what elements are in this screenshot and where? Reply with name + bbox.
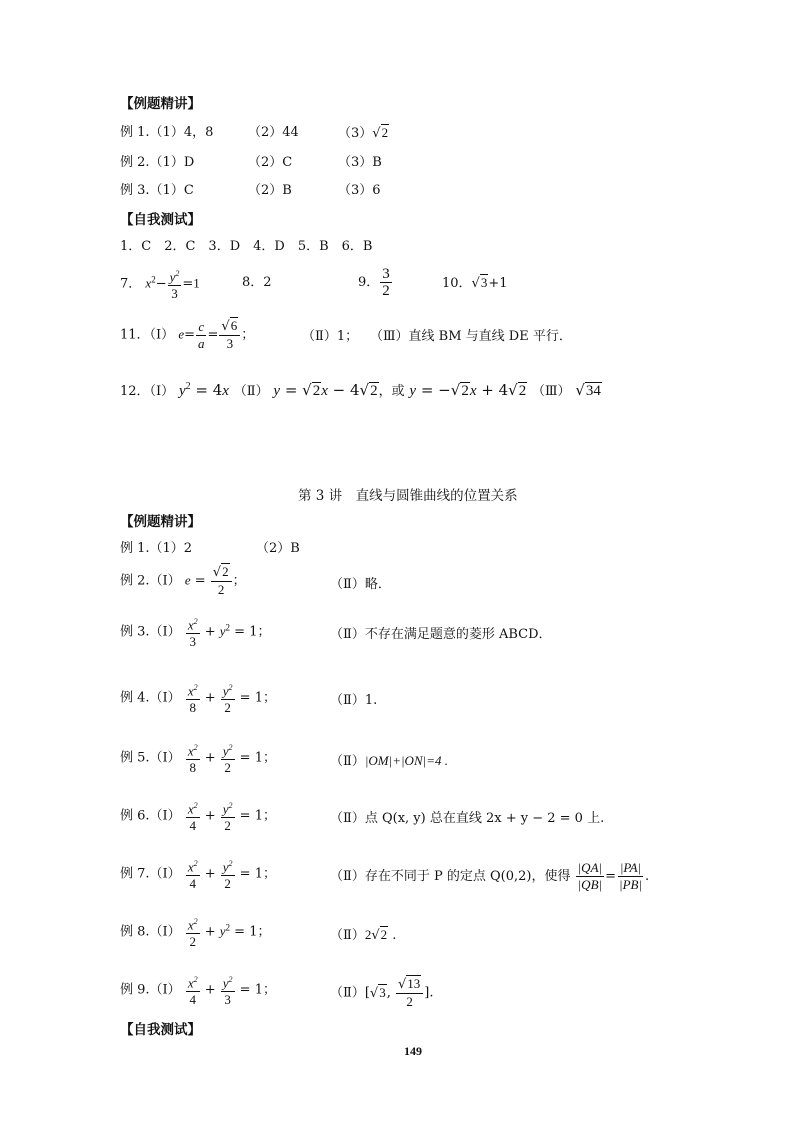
page-number: 149 (404, 1044, 422, 1058)
self-test-line-1: 1．C 2．C 3．D 4．D 5．B 6．B (120, 239, 373, 254)
self-test-line-4: 12．（Ⅰ） $y^2 = 4x$ （Ⅱ） y = √2x − 4√2，或 y = −√2x + 4√2 （Ⅲ） √34 (120, 381, 601, 399)
example-1-answers (120, 124, 389, 142)
answer-1: （1）C (149, 183, 194, 198)
section-header-examples-2: 【例题精讲】 (120, 514, 201, 530)
answer-2: （2）C (248, 155, 293, 170)
answer-3: （3）√2 (338, 125, 389, 141)
answer-3: （3）B (338, 155, 382, 170)
example-label: 例 2. (120, 155, 150, 170)
example-8-l3: 例 8.（Ⅰ） $\frac{x^2}{2}$ + $y^2 = 1$； （Ⅱ）2√2 . (120, 914, 271, 958)
section-header-self-test: 【自我测试】 (120, 212, 201, 228)
example-3-l3: 例 3.（Ⅰ） $\frac{x^2}{3}$ + $y^2 = 1$； （Ⅱ）不存在满足题意的菱形 ABCD． (120, 614, 271, 658)
example-1-l3: 例 1.（1）2 （2）B (120, 541, 300, 556)
section-header-self-test-2: 【自我测试】 (120, 1022, 201, 1038)
answer-2: （2）44 (248, 125, 299, 140)
section-header-examples: 【例题精讲】 (120, 96, 201, 112)
example-2-answers (120, 154, 382, 172)
example-7-l3: 例 7.（Ⅰ） $\frac{x^2}{4}$ + $\frac{y^2}{2}$ = 1； （Ⅱ）存在不同于 P 的定点 Q(0,2)，使得 $\frac{|QA|}{|QB|}$ = $\frac{|PA|}{|PB|}$ . (120, 856, 276, 900)
answer-3: （3）6 (338, 183, 381, 198)
example-3-answers (120, 182, 381, 200)
self-test-line-3: 11．（Ⅰ） e= $\frac{c}{a}$ = $\frac{√6}{3}$ ； （Ⅱ）1； （Ⅲ）直线 BM 与直线 DE 平行． (120, 318, 572, 351)
example-label: 例 3. (120, 183, 150, 198)
example-6-l3: 例 6.（Ⅰ） $\frac{x^2}{4}$ + $\frac{y^2}{2}$ = 1； （Ⅱ）点 Q(x, y) 总在直线 2x + y − 2 = 0 上. (120, 798, 276, 842)
example-5-l3: 例 5.（Ⅰ） $\frac{x^2}{8}$ + $\frac{y^2}{2}$ = 1； （Ⅱ）|OM|+|ON|=4 . (120, 740, 276, 784)
answer-1: （1）D (149, 155, 195, 170)
example-4-l3: 例 4.（Ⅰ） $\frac{x^2}{8}$ + $\frac{y^2}{2}$ = 1； （Ⅱ）1. (120, 680, 276, 724)
example-9-l3: 例 9.（Ⅰ） $\frac{x^2}{4}$ + $\frac{y^2}{3}$ = 1； （Ⅱ）[√3, $\frac{√13}{2}$ ]. (120, 972, 276, 1016)
answer-1: （1）4，8 (149, 125, 214, 140)
self-test-line-2: 7． $x^2-$ $\frac{y^2}{3}$ =1 8．2 9． $\frac{3}{2}$ 10．√3+1 (120, 266, 508, 302)
lecture-title: 第 3 讲 直线与圆锥曲线的位置关系 (298, 488, 518, 504)
example-2-l3: 例 2.（Ⅰ） e = $\frac{√2}{2}$ ； （Ⅱ）略． (120, 564, 391, 597)
answer-2: （2）B (248, 183, 292, 198)
example-label: 例 1. (120, 125, 150, 140)
